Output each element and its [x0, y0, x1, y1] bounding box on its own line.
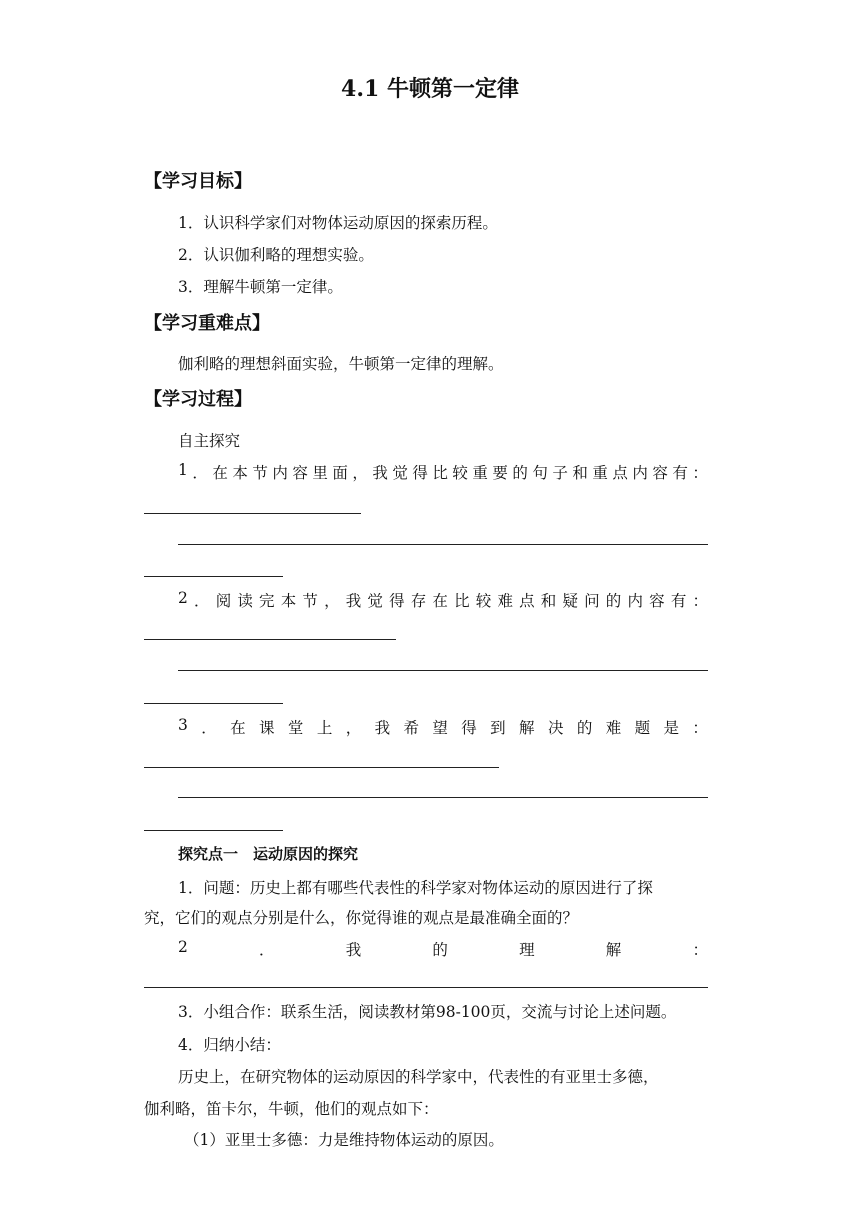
prompt-char: 阅	[215, 592, 232, 610]
prompt-char: 觉	[392, 464, 408, 482]
question-1-prompt	[178, 461, 708, 483]
prompt-char: 堂	[287, 719, 304, 737]
process-heading: 【学习过程】	[144, 389, 252, 410]
prompt-char: 问	[584, 592, 600, 610]
prompt-char: 比	[432, 464, 448, 482]
prompt-char: 到	[490, 719, 506, 737]
goals-heading: 【学习目标】	[144, 171, 252, 192]
prompt-char: 望	[432, 719, 448, 737]
prompt-char: 希	[403, 719, 419, 737]
prompt-char: 3	[178, 716, 188, 734]
prompt-char: 较	[452, 464, 468, 482]
key-points-text: 伽利略的理想斜面实验，牛顿第一定律的理解。	[178, 355, 504, 373]
prompt-char: 的	[605, 592, 622, 610]
goal-item-3: 3．理解牛顿第一定律。	[178, 278, 343, 296]
prompt-char: 要	[492, 464, 508, 482]
prompt-char: 容	[292, 464, 308, 482]
prompt-char: 题	[634, 719, 651, 737]
prompt-char: 我	[372, 464, 388, 482]
prompt-char: 决	[547, 719, 564, 737]
prompt-char: 本	[280, 592, 297, 610]
prompt-char: 在	[212, 464, 228, 482]
prompt-char: ．	[192, 464, 208, 482]
prompt-char: ，	[324, 592, 340, 610]
prompt-char: ．	[201, 719, 217, 737]
prompt-char: 2	[178, 589, 188, 607]
prompt-char: 得	[389, 592, 405, 610]
prompt-char: 有	[670, 592, 687, 610]
prompt-char: 的	[576, 719, 593, 737]
prompt-char: 面	[332, 464, 348, 482]
prompt-char: 得	[412, 464, 428, 482]
prompt-char: 是	[663, 719, 680, 737]
answer-line[interactable]	[144, 987, 708, 988]
answer-line[interactable]	[144, 639, 396, 640]
prompt-char: 子	[552, 464, 568, 482]
prompt-char: ，	[345, 719, 362, 737]
prompt-char: 疑	[562, 592, 578, 610]
prompt-char: 难	[497, 592, 513, 610]
prompt-char: 得	[461, 719, 477, 737]
prompt-char: 本	[232, 464, 248, 482]
answer-line[interactable]	[144, 767, 499, 768]
prompt-char: 我	[374, 719, 391, 737]
answer-line[interactable]	[178, 544, 708, 545]
prompt-char: ，	[352, 464, 368, 482]
prompt-char: 有	[672, 464, 688, 482]
prompt-char: 容	[649, 592, 665, 610]
answer-line[interactable]	[178, 670, 708, 671]
prompt-char: 内	[627, 592, 643, 610]
prompt-char: 和	[572, 464, 588, 482]
question-3-prompt	[178, 716, 708, 738]
prompt-char: 重	[592, 464, 608, 482]
prompt-char: 容	[652, 464, 668, 482]
prompt-char: 和	[540, 592, 557, 610]
goal-item-2: 2．认识伽利略的理想实验。	[178, 246, 374, 264]
answer-line[interactable]	[178, 797, 708, 798]
explore-point-1-heading: 探究点一 运动原因的探究	[178, 845, 359, 863]
aristotle-view: （1）亚里士多德：力是维持物体运动的原因。	[184, 1131, 504, 1149]
history-text-line-2: 伽利略，笛卡尔，牛顿，他们的观点如下：	[144, 1100, 439, 1118]
prompt-char: 1	[178, 461, 188, 479]
prompt-char: 重	[472, 464, 488, 482]
self-study-label: 自主探究	[178, 432, 241, 450]
prompt-char: 在	[230, 719, 246, 737]
prompt-char: 上	[316, 719, 333, 737]
prompt-char: 在	[432, 592, 448, 610]
question-text-line-2: 究，它们的观点分别是什么，你觉得谁的观点是最准确全面的？	[144, 909, 579, 927]
prompt-char: ：	[692, 941, 708, 959]
history-text-line-1: 历史上，在研究物体的运动原因的科学家中，代表性的有亚里士多德，	[178, 1068, 659, 1086]
prompt-char: ：	[692, 464, 708, 482]
summary-label: 4．归纳小结：	[178, 1036, 281, 1054]
prompt-char: 点	[519, 592, 535, 610]
answer-line[interactable]	[144, 576, 283, 577]
prompt-char: ：	[692, 592, 708, 610]
prompt-char: 节	[302, 592, 318, 610]
group-work-text: 3．小组合作：联系生活，阅读教材第98-100页，交流与讨论上述问题。	[178, 1003, 677, 1021]
prompt-char: 理	[519, 941, 535, 959]
question-2-prompt	[178, 589, 708, 611]
prompt-char: 内	[272, 464, 288, 482]
prompt-char: 句	[532, 464, 548, 482]
prompt-char: 存	[410, 592, 427, 610]
question-text-line-1: 1．问题：历史上都有哪些代表性的科学家对物体运动的原因进行了探	[178, 879, 653, 897]
prompt-char: 读	[237, 592, 253, 610]
prompt-char: ：	[692, 719, 708, 737]
prompt-char: 我	[345, 592, 362, 610]
prompt-char: 较	[475, 592, 492, 610]
prompt-char: ．	[259, 941, 275, 959]
prompt-char: 难	[605, 719, 622, 737]
prompt-char: 解	[519, 719, 535, 737]
prompt-char: 里	[312, 464, 328, 482]
answer-line[interactable]	[144, 703, 283, 704]
key-points-heading: 【学习重难点】	[144, 313, 270, 334]
prompt-char: 2	[178, 938, 188, 956]
prompt-char: 点	[612, 464, 628, 482]
prompt-char: 完	[259, 592, 275, 610]
prompt-char: 比	[454, 592, 470, 610]
my-understanding-prompt	[178, 938, 708, 960]
goal-item-1: 1．认识科学家们对物体运动原因的探索历程。	[178, 214, 498, 232]
prompt-char: 课	[259, 719, 275, 737]
prompt-char: ．	[194, 592, 210, 610]
page-title: 4.1 牛顿第一定律	[341, 76, 519, 102]
prompt-char: 节	[252, 464, 268, 482]
prompt-char: 解	[605, 941, 622, 959]
prompt-char: 内	[632, 464, 648, 482]
answer-line[interactable]	[144, 513, 361, 514]
prompt-char: 我	[345, 941, 362, 959]
prompt-char: 觉	[367, 592, 383, 610]
prompt-char: 的	[432, 941, 448, 959]
prompt-char: 的	[512, 464, 528, 482]
answer-line[interactable]	[144, 830, 283, 831]
